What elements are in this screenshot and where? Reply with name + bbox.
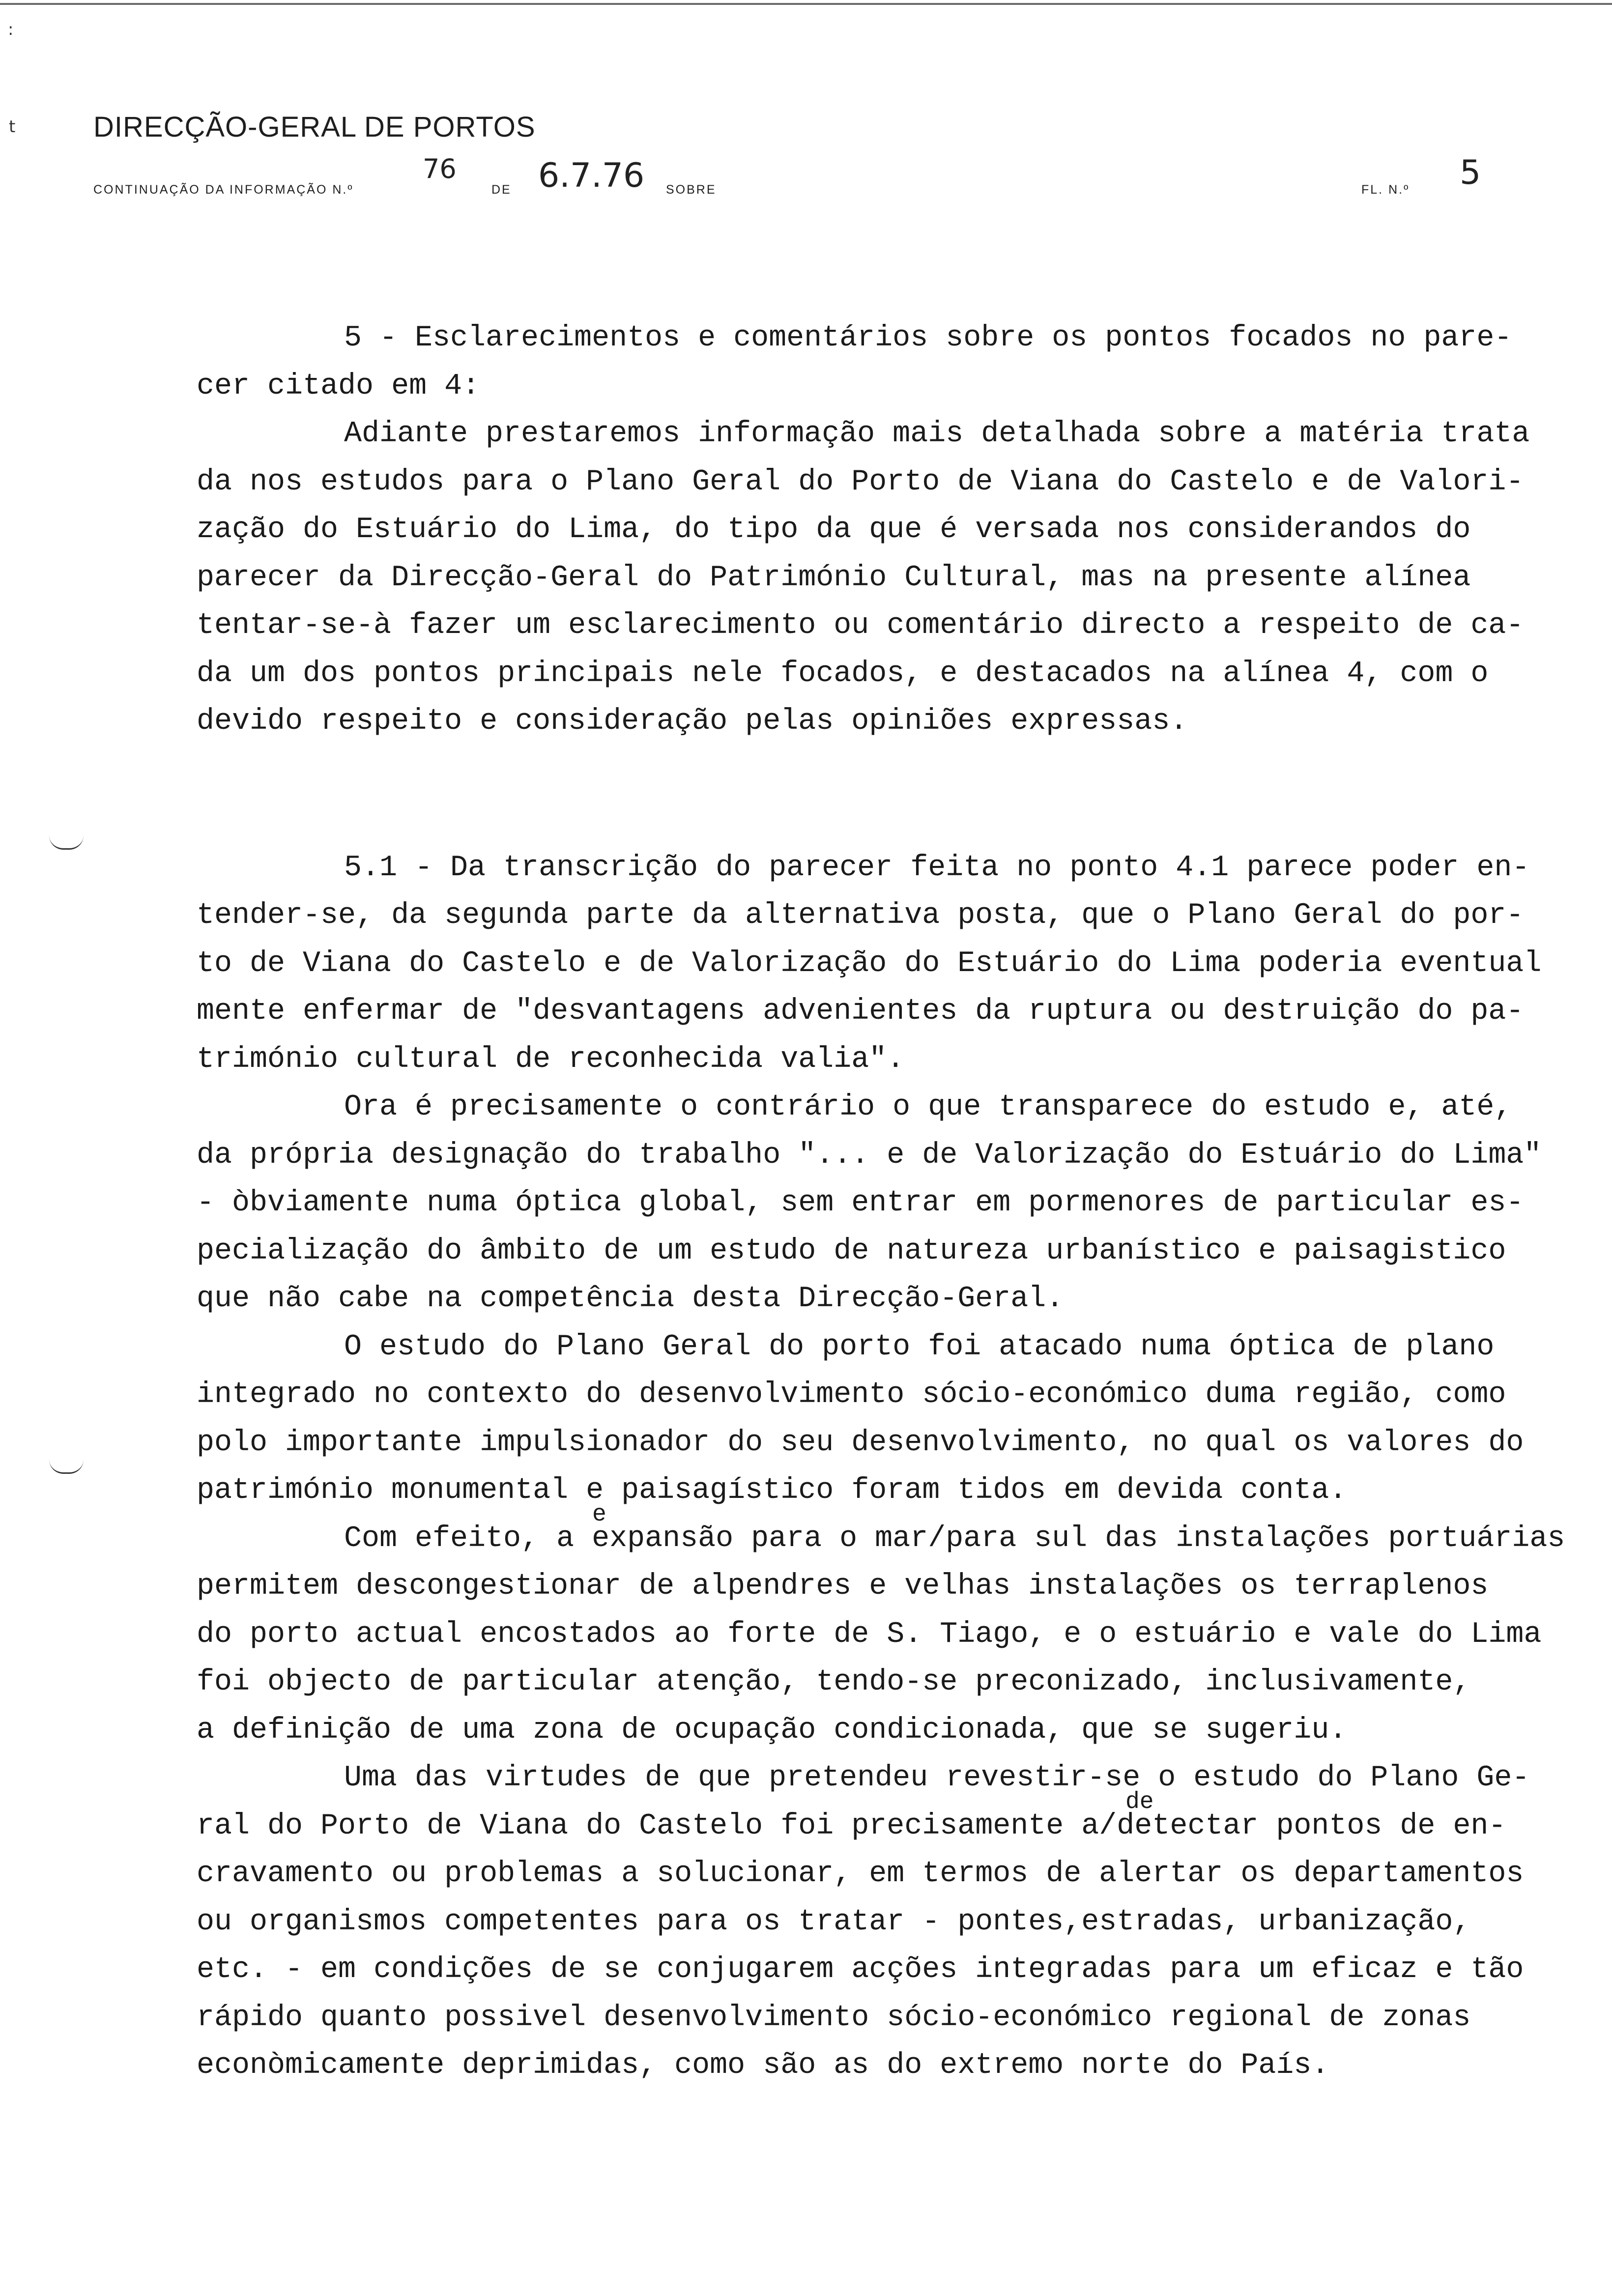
paragraph-line: 5.1 - Da transcrição do parecer feita no ponto 4.1 parece poder en- [344,851,1530,885]
paragraph-line: da nos estudos para o Plano Geral do Porto de Viana do Castelo e de Valori- [197,465,1524,499]
top-border-rule [0,3,1612,5]
paragraph-line: cravamento ou problemas a solucionar, em termos de alertar os departamentos [197,1857,1524,1891]
paragraph-line: património monumental e paisagístico foram tidos em devida conta. [197,1474,1347,1507]
paragraph-gap [197,746,1524,844]
paragraph-line: Com efeito, a expansão para o mar/para sul das instalações portuárias [344,1521,1565,1555]
paragraph-line: econòmicamente deprimidas, como são as do extremo norte do País. [197,2049,1329,2082]
paragraph-line: tentar-se-à fazer um esclarecimento ou comentário directo a respeito de ca- [197,609,1524,642]
paragraph-line: do porto actual encostados ao forte de S. Tiago, e o estuário e vale do Lima [197,1617,1542,1651]
paragraph-line: pecialização do âmbito de um estudo de natureza urbanístico e paisagistico [197,1234,1506,1268]
paragraph-line: que não cabe na competência desta Direcção-Geral. [197,1282,1064,1316]
continuation-header [93,153,1519,212]
info-date: 6.7.76 [538,156,645,195]
paragraph-line: permitem descongestionar de alpendres e velhas instalações os terraplenos [197,1570,1489,1603]
sheet-number: 5 [1460,153,1481,192]
document-body [197,315,1565,2090]
margin-mark-top: : [8,20,14,39]
interlinear-insertion: de [1125,1789,1154,1815]
paragraph-line: a definição de uma zona de ocupação condicionada, que se sugeriu. [197,1713,1347,1747]
paragraph-line: da própria designação do trabalho "... e de Valorização do Estuário do Lima" [197,1138,1542,1172]
paragraph-line: Ora é precisamente o contrário o que transparece do estudo e, até, [344,1091,1512,1124]
continuation-label: CONTINUAÇÃO DA INFORMAÇÃO N.º [93,183,354,197]
date-label: DE [491,183,512,197]
margin-bracket-mark [49,835,84,850]
paragraph-line: ou organismos competentes para os tratar - pontes,estradas, urbanização, [197,1905,1471,1939]
paragraph-line: O estudo do Plano Geral do porto foi atacado numa óptica de plano [344,1330,1495,1364]
margin-bracket-mark [49,1460,84,1474]
paragraph-line: rápido quanto possivel desenvolvimento sócio-económico regional de zonas [197,2001,1471,2035]
paragraph-line: 5 - Esclarecimentos e comentários sobre os pontos focados no pare- [344,321,1512,355]
paragraph-line: Adiante prestaremos informação mais detalhada sobre a matéria trata [344,417,1530,451]
paragraph-line: mente enfermar de "desvantagens advenientes da ruptura ou destruição do pa- [197,995,1524,1028]
paragraph-line: polo importante impulsionador do seu desenvolvimento, no qual os valores do [197,1426,1524,1460]
paragraph-line: cer citado em 4: [197,369,480,403]
paragraph-line: integrado no contexto do desenvolvimento sócio-económico duma região, como [197,1378,1506,1411]
subject-label: SOBRE [666,183,717,197]
sheet-label: FL. N.º [1361,183,1410,197]
paragraph-line: parecer da Direcção-Geral do Património Cultural, mas na presente alínea [197,561,1471,595]
paragraph-line: trimónio cultural de reconhecida valia". [197,1042,905,1076]
paragraph-line: devido respeito e consideração pelas opiniões expressas. [197,705,1188,738]
paragraph-line: zação do Estuário do Lima, do tipo da que é versada nos considerandos do [197,513,1471,546]
interlinear-insertion: e [592,1501,606,1528]
paragraph-line: ral do Porto de Viana do Castelo foi precisamente a/detectar pontos de en- [197,1809,1506,1843]
paragraph-line: foi objecto de particular atenção, tendo-se preconizado, inclusivamente, [197,1665,1471,1699]
margin-mark-mid: t [9,117,16,137]
paragraph-line: etc. - em condições de se conjugarem acções integradas para um eficaz e tão [197,1953,1524,1986]
info-number: 76 [423,153,457,184]
paragraph-line: tender-se, da segunda parte da alternativa posta, que o Plano Geral do por- [197,899,1524,932]
paragraph-line: to de Viana do Castelo e de Valorização do Estuário do Lima poderia eventual [197,947,1542,980]
organization-title: DIRECÇÃO-GERAL DE PORTOS [93,111,536,143]
paragraph-line: Uma das virtudes de que pretendeu revestir-se o estudo do Plano Ge- [344,1761,1530,1795]
paragraph-line: - òbviamente numa óptica global, sem entrar em pormenores de particular es- [197,1186,1524,1220]
paragraph-line: da um dos pontos principais nele focados, e destacados na alínea 4, com o [197,657,1489,690]
